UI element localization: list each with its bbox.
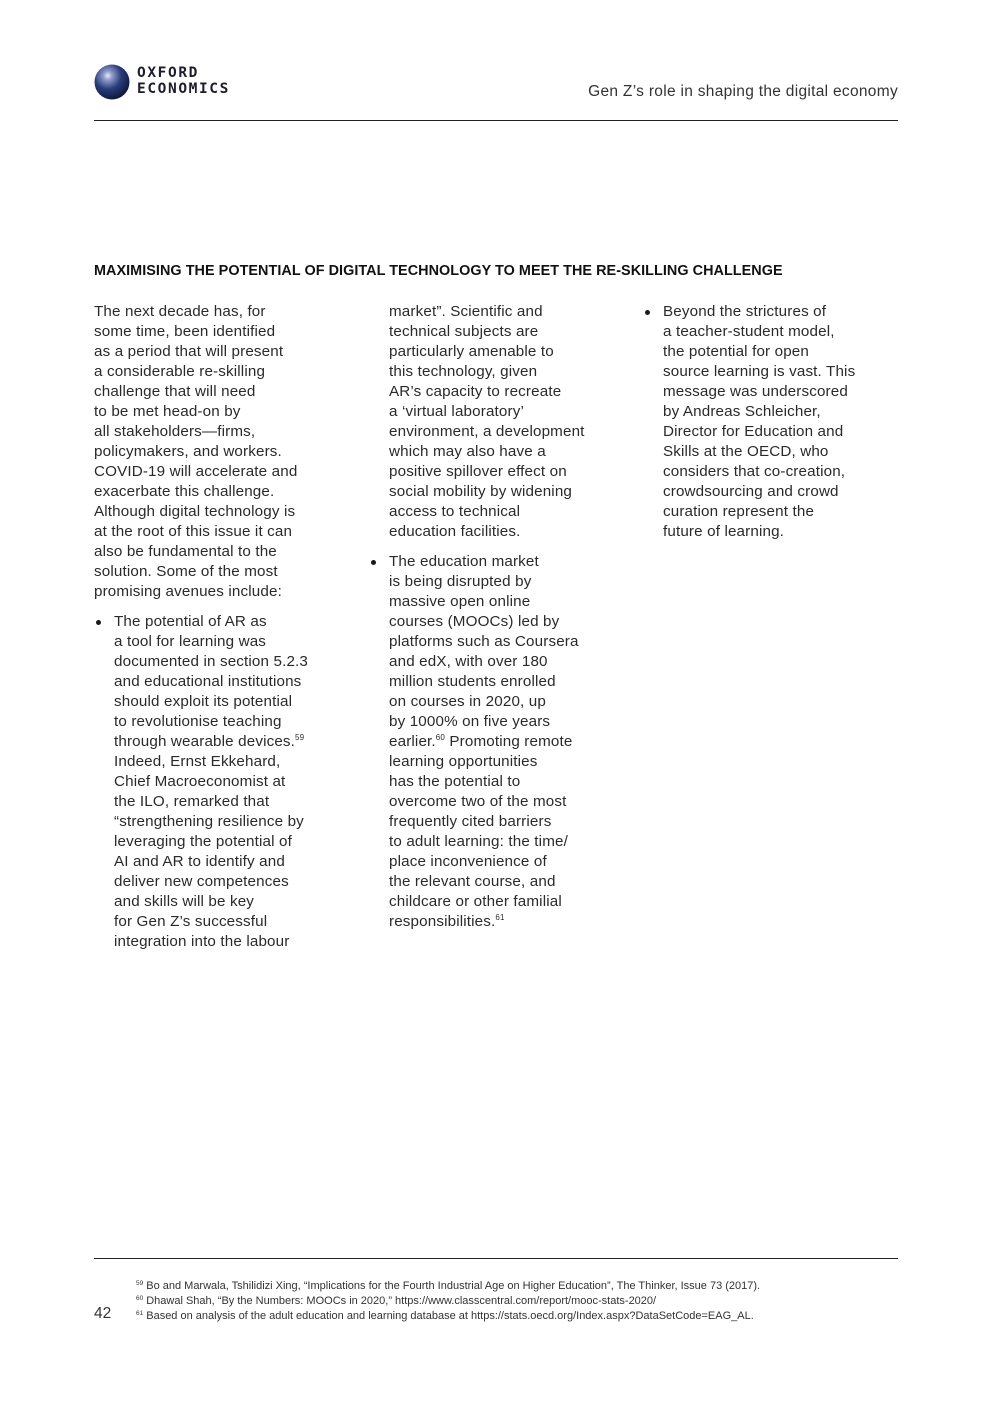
text-line: positive spillover effect on [389, 463, 567, 480]
column-3 [643, 302, 898, 542]
footnote-number: 61 [136, 1310, 144, 1317]
footnote-text: Dhawal Shah, “By the Numbers: MOOCs in 2020,” https://www.classcentral.com/report/mooc-stats-2020/ [146, 1295, 657, 1307]
text-line: AR’s capacity to recreate [389, 383, 562, 400]
text-line: a tool for learning was [114, 633, 267, 650]
text-line: deliver new competences [114, 873, 289, 890]
text-line: Director for Education and [663, 423, 844, 440]
footnote-text: Based on analysis of the adult education and learning database at https://stats.oecd.org/Index.aspx?DataSetCode=EAG_AL. [146, 1310, 754, 1322]
globe-icon [94, 64, 130, 100]
bullet-mooc-disruption [369, 552, 629, 932]
text-line: on courses in 2020, up [389, 693, 546, 710]
text-line: a teacher-student model, [663, 323, 835, 340]
text-line: by 1000% on five years [389, 713, 551, 730]
text-line: frequently cited barriers [389, 813, 552, 830]
running-title: Gen Z’s role in shaping the digital economy [588, 83, 898, 100]
footnote-text: Bo and Marwala, Tshilidizi Xing, “Implications for the Fourth Industrial Age on Higher Education”, The Thinker, Issue 73 (2017). [146, 1280, 761, 1292]
text-line: the relevant course, and [389, 873, 556, 890]
text-line: has the potential to [389, 773, 521, 790]
text-line: for Gen Z’s successful [114, 913, 268, 930]
text-line: Skills at the OECD, who [663, 443, 829, 460]
text-line: overcome two of the most [389, 793, 567, 810]
text-line: learning opportunities [389, 753, 538, 770]
text-line: education facilities. [389, 523, 521, 540]
page-number: 42 [94, 1305, 112, 1322]
text-line: as a period that will present [94, 343, 284, 360]
text-line: solution. Some of the most [94, 563, 278, 580]
footnote-ref-61[interactable]: 61 [495, 913, 505, 922]
header-divider [94, 120, 898, 121]
text-line: The next decade has, for [94, 303, 266, 320]
text-line: leveraging the potential of [114, 833, 292, 850]
text-line: Chief Macroeconomist at [114, 773, 286, 790]
text-line: Indeed, Ernst Ekkehard, [114, 753, 281, 770]
text-line [389, 732, 629, 752]
text-line: integration into the labour [114, 933, 290, 950]
text-line [114, 732, 349, 752]
text-line: all stakeholders—firms, [94, 423, 256, 440]
text-line: COVID-19 will accelerate and [94, 463, 298, 480]
text-line: should exploit its potential [114, 693, 293, 710]
text-line: technical subjects are [389, 323, 539, 340]
text-line: The potential of AR as [114, 613, 267, 630]
text-line: access to technical [389, 503, 521, 520]
text-line: by Andreas Schleicher, [663, 403, 821, 420]
text-line: and edX, with over 180 [389, 653, 548, 670]
text-line: some time, been identified [94, 323, 276, 340]
text-line: challenge that will need [94, 383, 256, 400]
text-line: to revolutionise teaching [114, 713, 282, 730]
intro-paragraph [94, 302, 349, 602]
text-line: documented in section 5.2.3 [114, 653, 309, 670]
text-line: childcare or other familial [389, 893, 562, 910]
text-line: is being disrupted by [389, 573, 532, 590]
footnote-number: 59 [136, 1280, 144, 1287]
text-line: future of learning. [663, 523, 785, 540]
text-line: place inconvenience of [389, 853, 547, 870]
text-line: a ‘virtual laboratory’ [389, 403, 524, 420]
bullet-open-source-learning [643, 302, 898, 542]
text-fragment: earlier. [389, 733, 436, 750]
text-line: promising avenues include: [94, 583, 282, 600]
text-line: “strengthening resilience by [114, 813, 304, 830]
text-line: social mobility by widening [389, 483, 573, 500]
column-1 [94, 302, 349, 952]
text-line: policymakers, and workers. [94, 443, 282, 460]
logo-line-economics: ECONOMICS [137, 81, 230, 97]
text-line: to adult learning: the time/ [389, 833, 568, 850]
oxford-economics-logo [94, 64, 254, 102]
text-line: to be met head-on by [94, 403, 241, 420]
text-line: a considerable re-skilling [94, 363, 266, 380]
text-line: particularly amenable to [389, 343, 554, 360]
footnote-number: 60 [136, 1295, 144, 1302]
bullet-ar-learning [94, 612, 349, 952]
text-line: AI and AR to identify and [114, 853, 285, 870]
section-heading: MAXIMISING THE POTENTIAL OF DIGITAL TECHNOLOGY TO MEET THE RE-SKILLING CHALLENGE [94, 263, 783, 279]
bullet-ar-learning-continued [369, 302, 629, 542]
text-line: at the root of this issue it can [94, 523, 293, 540]
text-fragment: through wearable devices. [114, 733, 296, 750]
text-line: exacerbate this challenge. [94, 483, 275, 500]
text-fragment: Promoting remote [445, 733, 573, 750]
text-line: market”. Scientific and [389, 303, 543, 320]
text-line: and educational institutions [114, 673, 302, 690]
text-line: Beyond the strictures of [663, 303, 827, 320]
footnote-ref-59[interactable]: 59 [295, 733, 305, 742]
text-line: source learning is vast. This [663, 363, 856, 380]
text-line: which may also have a [389, 443, 546, 460]
text-line: platforms such as Coursera [389, 633, 579, 650]
column-2 [369, 302, 629, 932]
text-line: massive open online [389, 593, 531, 610]
footnote-ref-60[interactable]: 60 [435, 733, 445, 742]
text-line: courses (MOOCs) led by [389, 613, 560, 630]
text-line: also be fundamental to the [94, 543, 277, 560]
text-line [389, 912, 629, 932]
text-line: crowdsourcing and crowd [663, 483, 839, 500]
text-line: curation represent the [663, 503, 815, 520]
text-line: Although digital technology is [94, 503, 296, 520]
text-line: the potential for open [663, 343, 810, 360]
text-line: the ILO, remarked that [114, 793, 270, 810]
footnote-divider [94, 1258, 898, 1259]
logo-line-oxford: OXFORD [137, 65, 199, 81]
text-line: and skills will be key [114, 893, 255, 910]
logo-wordmark [137, 65, 230, 97]
footnotes [136, 1279, 896, 1324]
text-line: environment, a development [389, 423, 585, 440]
text-line: this technology, given [389, 363, 538, 380]
text-line: million students enrolled [389, 673, 556, 690]
text-line: considers that co-creation, [663, 463, 846, 480]
footnote-59 [136, 1279, 896, 1294]
text-line: The education market [389, 553, 539, 570]
footnote-60 [136, 1294, 896, 1309]
text-line: message was underscored [663, 383, 848, 400]
footnote-61 [136, 1309, 896, 1324]
text-fragment: responsibilities. [389, 913, 496, 930]
